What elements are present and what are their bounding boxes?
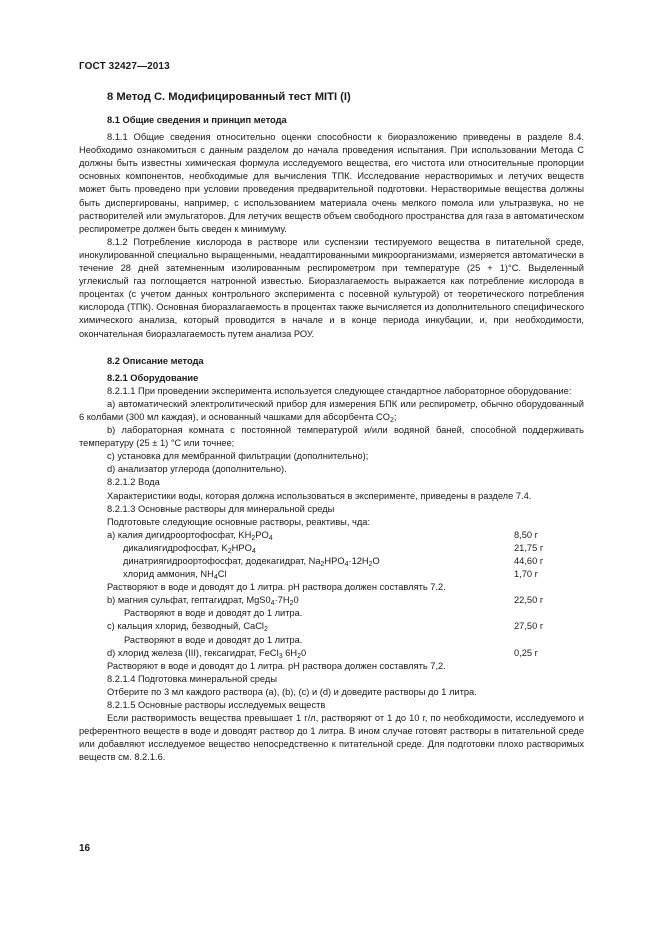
solution-amount: 21,75 г <box>514 542 544 553</box>
solution-amount: 1,70 г <box>514 569 539 580</box>
paragraph-8-2-1-4: Отберите по 3 мл каждого раствора (а), (b), (с) и (d) и доведите растворы до 1 литра. <box>107 686 477 697</box>
page-number: 16 <box>79 843 91 854</box>
solution-amount: 22,50 г <box>514 595 544 606</box>
paragraph-8-1-2: 8.1.2 Потребление кислорода в растворе или суспензии тестируемого вещества в питательной среде, инокулированной специально выращенными, неадаптированными микроорганизмами, измеряется автоматически в течение 28 дней затемненным изолированным респирометром при температуре (25 + 1)°С. Выделенный углекислый газ поглощается натронной известью. Биоразлагаемость выражается как потребление кислорода в процентах (с учетом данных контрольного эксперимента с посевной культурой) от теоретического потребления кислорода (ТПК). Основная биоразлагаемость в процентах также вычисляется из дополнительного специфического химического анализа, который проводится в начале и в конце периода инкубации, и, при необходимости, окончательная биоразлагаемость путем анализа РОУ. <box>79 236 584 339</box>
equipment-item-c: c) установка для мембранной фильтрации (дополнительно); <box>107 451 369 462</box>
solution-row: динатриягидроортофосфат, додекагидрат, $Na_2HPO_4\cdot 12H_2O$ 44,60 г <box>123 555 584 568</box>
equipment-item-a: а) автоматический электролитический прибор для измерения БПК или респирометр, обычно оборудованный 6 колбами (300 мл каждая), и основанный чашками для абсорбента $CO_2$; <box>79 398 584 424</box>
paragraph-8-2-1-1: 8.2.1.1 При проведении эксперимента используется следующее стандартное лабораторное оборудование: <box>107 385 572 396</box>
section-title: 8 Метод С. Модифицированный тест MITI (I) <box>107 91 351 103</box>
paragraph-8-2-1-3: Подготовьте следующие основные растворы, реактивы, чда: <box>107 516 371 527</box>
heading-8-2-1-3: 8.2.1.3 Основные растворы для минеральной среды <box>107 503 335 514</box>
heading-8-2-1-5: 8.2.1.5 Основные растворы исследуемых веществ <box>107 700 326 711</box>
solution-row: а) калия дигидроортофосфат, $KH_2PO_4$ 8,50 г <box>107 529 584 542</box>
solution-amount: 8,50 г <box>514 529 539 540</box>
solution-row: дикалиягидрофосфат, $K_2HPO_4$ 21,75 г <box>123 542 584 555</box>
standard-header: ГОСТ 32427—2013 <box>79 61 170 72</box>
paragraph-8-1-1: 8.1.1 Общие сведения относительно оценки способности к биоразложению приведены в разделе 8.4. Необходимо ознакомиться с данным разделом до начала проведения испытания. При использовании Метода С должны быть известны химическая формула исследуемого вещества, его чистота или относительные пропорции основных компонентов, необходимые для вычисления ТПК. Исследование нерастворимых и летучих веществ может быть проведено при условии проведения предварительной подготовки. Нерастворимые вещества должны быть диспергированы, например, с использованием материала очень мелкого помола или ультразвука, но не растворителей или эмульгаторов. Для летучих веществ объем свободного пространства для газа в автоматическом респирометре должен быть сведен к минимуму. <box>79 132 584 234</box>
solution-row: c) кальция хлорид, безводный, CaCl$_2$ 27,50 г <box>107 620 584 633</box>
heading-8-2-1-2: 8.2.1.2 Вода <box>107 477 160 488</box>
solution-row: хлорид аммония, $NH_4Cl$ 1,70 г <box>123 568 584 581</box>
solution-amount: 27,50 г <box>514 621 544 632</box>
solution-row: b) магния сульфат, гептагидрат, $MgS0_4\cdot 7H_20$ 22,50 г <box>107 594 584 607</box>
solution-row: d) хлорид железа (III), гексагидрат, FeCl$_3$ $6H_20$ 0,25 г <box>107 647 584 660</box>
equipment-item-d: d) анализатор углерода (дополнительно). <box>107 464 287 475</box>
solution-note: Растворяют в воде и доводят до 1 литра. <box>124 634 303 645</box>
paragraph-8-2-1-5: Если растворимость вещества превышает 1 г/л, растворяют от 1 до 10 г, по необходимости, исследуемого и референтного веществ в воде и доводят раствор до 1 литра. В ином случае готовят растворы в питательной среде или добавляют исследуемое вещество непосредственно к питательной среде. Для подготовки плохо растворимых веществ см. 8.2.1.6. <box>79 713 584 763</box>
solution-amount: 44,60 г <box>514 556 544 566</box>
page-content <box>79 82 584 765</box>
solution-amount: 0,25 г <box>514 647 539 658</box>
subsection-8-2-title: 8.2 Описание метода <box>107 355 204 366</box>
solution-note: Растворяют в воде и доводят до 1 литра. pH раствора должен составлять 7.2. <box>107 582 446 593</box>
subsection-8-2-1-title: 8.2.1 Оборудование <box>107 372 199 383</box>
paragraph-8-2-1-2: Характеристики воды, которая должна использоваться в эксперименте, приведены в разделе 7.4. <box>107 490 532 501</box>
equipment-item-b: b) лабораторная комната с постоянной температурой и/или водяной баней, способной поддерживать температуру (25 ± 1) °С или точнее; <box>79 425 584 449</box>
subsection-8-1-title: 8.1 Общие сведения и принцип метода <box>107 115 287 125</box>
solution-note: Растворяют в воде и доводят до 1 литра. pH раствора должен составлять 7,2. <box>107 660 446 671</box>
solution-note: Растворяют в воде и доводят до 1 литра. <box>124 608 303 619</box>
heading-8-2-1-4: 8.2.1.4 Подготовка минеральной среды <box>107 673 277 684</box>
